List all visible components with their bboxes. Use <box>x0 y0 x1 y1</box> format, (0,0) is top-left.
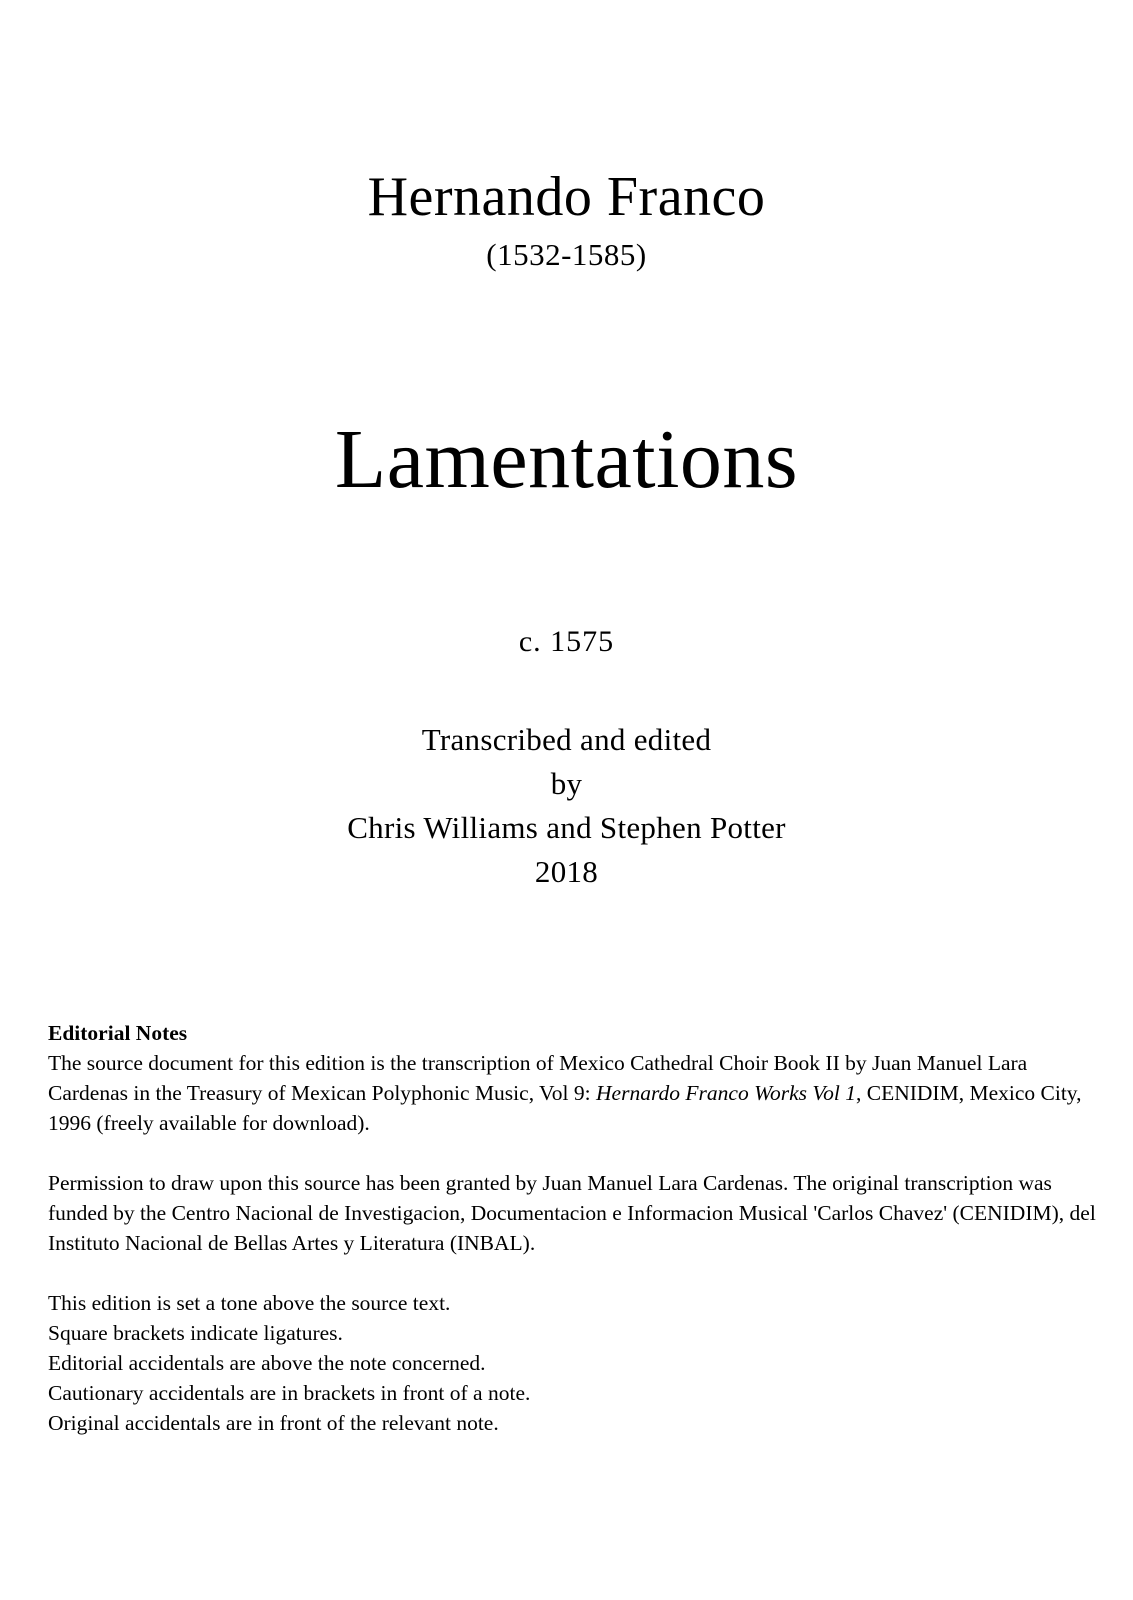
notes-source-text: The source document for this edition is the transcription of Mexico Cathedral Choir Book II by Juan Manuel Lara Cardenas in the Treasury of Mexican Polyphonic Music, Vol 9: <box>48 1051 1028 1105</box>
credits-line-by: by <box>550 766 583 801</box>
notes-convention-item: This edition is set a tone above the source text. <box>48 1291 451 1315</box>
credits-line-year: 2018 <box>534 854 599 889</box>
editorial-notes <box>48 1018 1108 1438</box>
notes-convention-item: Cautionary accidentals are in brackets in front of a note. <box>48 1381 531 1405</box>
notes-source-title: Hernardo Franco Works Vol 1 <box>596 1081 856 1105</box>
composer-dates: (1532-1585) <box>486 237 647 272</box>
notes-convention-item: Square brackets indicate ligatures. <box>48 1321 343 1345</box>
credits-block <box>0 718 1133 894</box>
credits-line-editors: Chris Williams and Stephen Potter <box>347 810 786 845</box>
work-date: c. 1575 <box>518 625 615 658</box>
composer-name: Hernando Franco <box>367 166 766 228</box>
notes-conventions-list <box>48 1288 1108 1438</box>
credits-line-transcribed: Transcribed and edited <box>421 722 712 757</box>
notes-source-publisher: , CENIDIM, Mexico City, 1996 (freely available for download). <box>48 1081 1082 1135</box>
notes-convention-item: Original accidentals are in front of the relevant note. <box>48 1411 499 1435</box>
notes-permission-paragraph: Permission to draw upon this source has been granted by Juan Manuel Lara Cardenas. The original transcription was funded by the Centro Nacional de Investigacion, Documentacion e Informacion Musical 'Carlos Chavez' (CENIDIM), del Instituto Nacional de Bellas Artes y Literatura (INBAL). <box>48 1171 1096 1255</box>
editorial-notes-heading: Editorial Notes <box>48 1021 188 1045</box>
notes-convention-item: Editorial accidentals are above the note concerned. <box>48 1351 486 1375</box>
notes-source-paragraph <box>48 1048 1108 1138</box>
work-title: Lamentations <box>334 413 799 506</box>
